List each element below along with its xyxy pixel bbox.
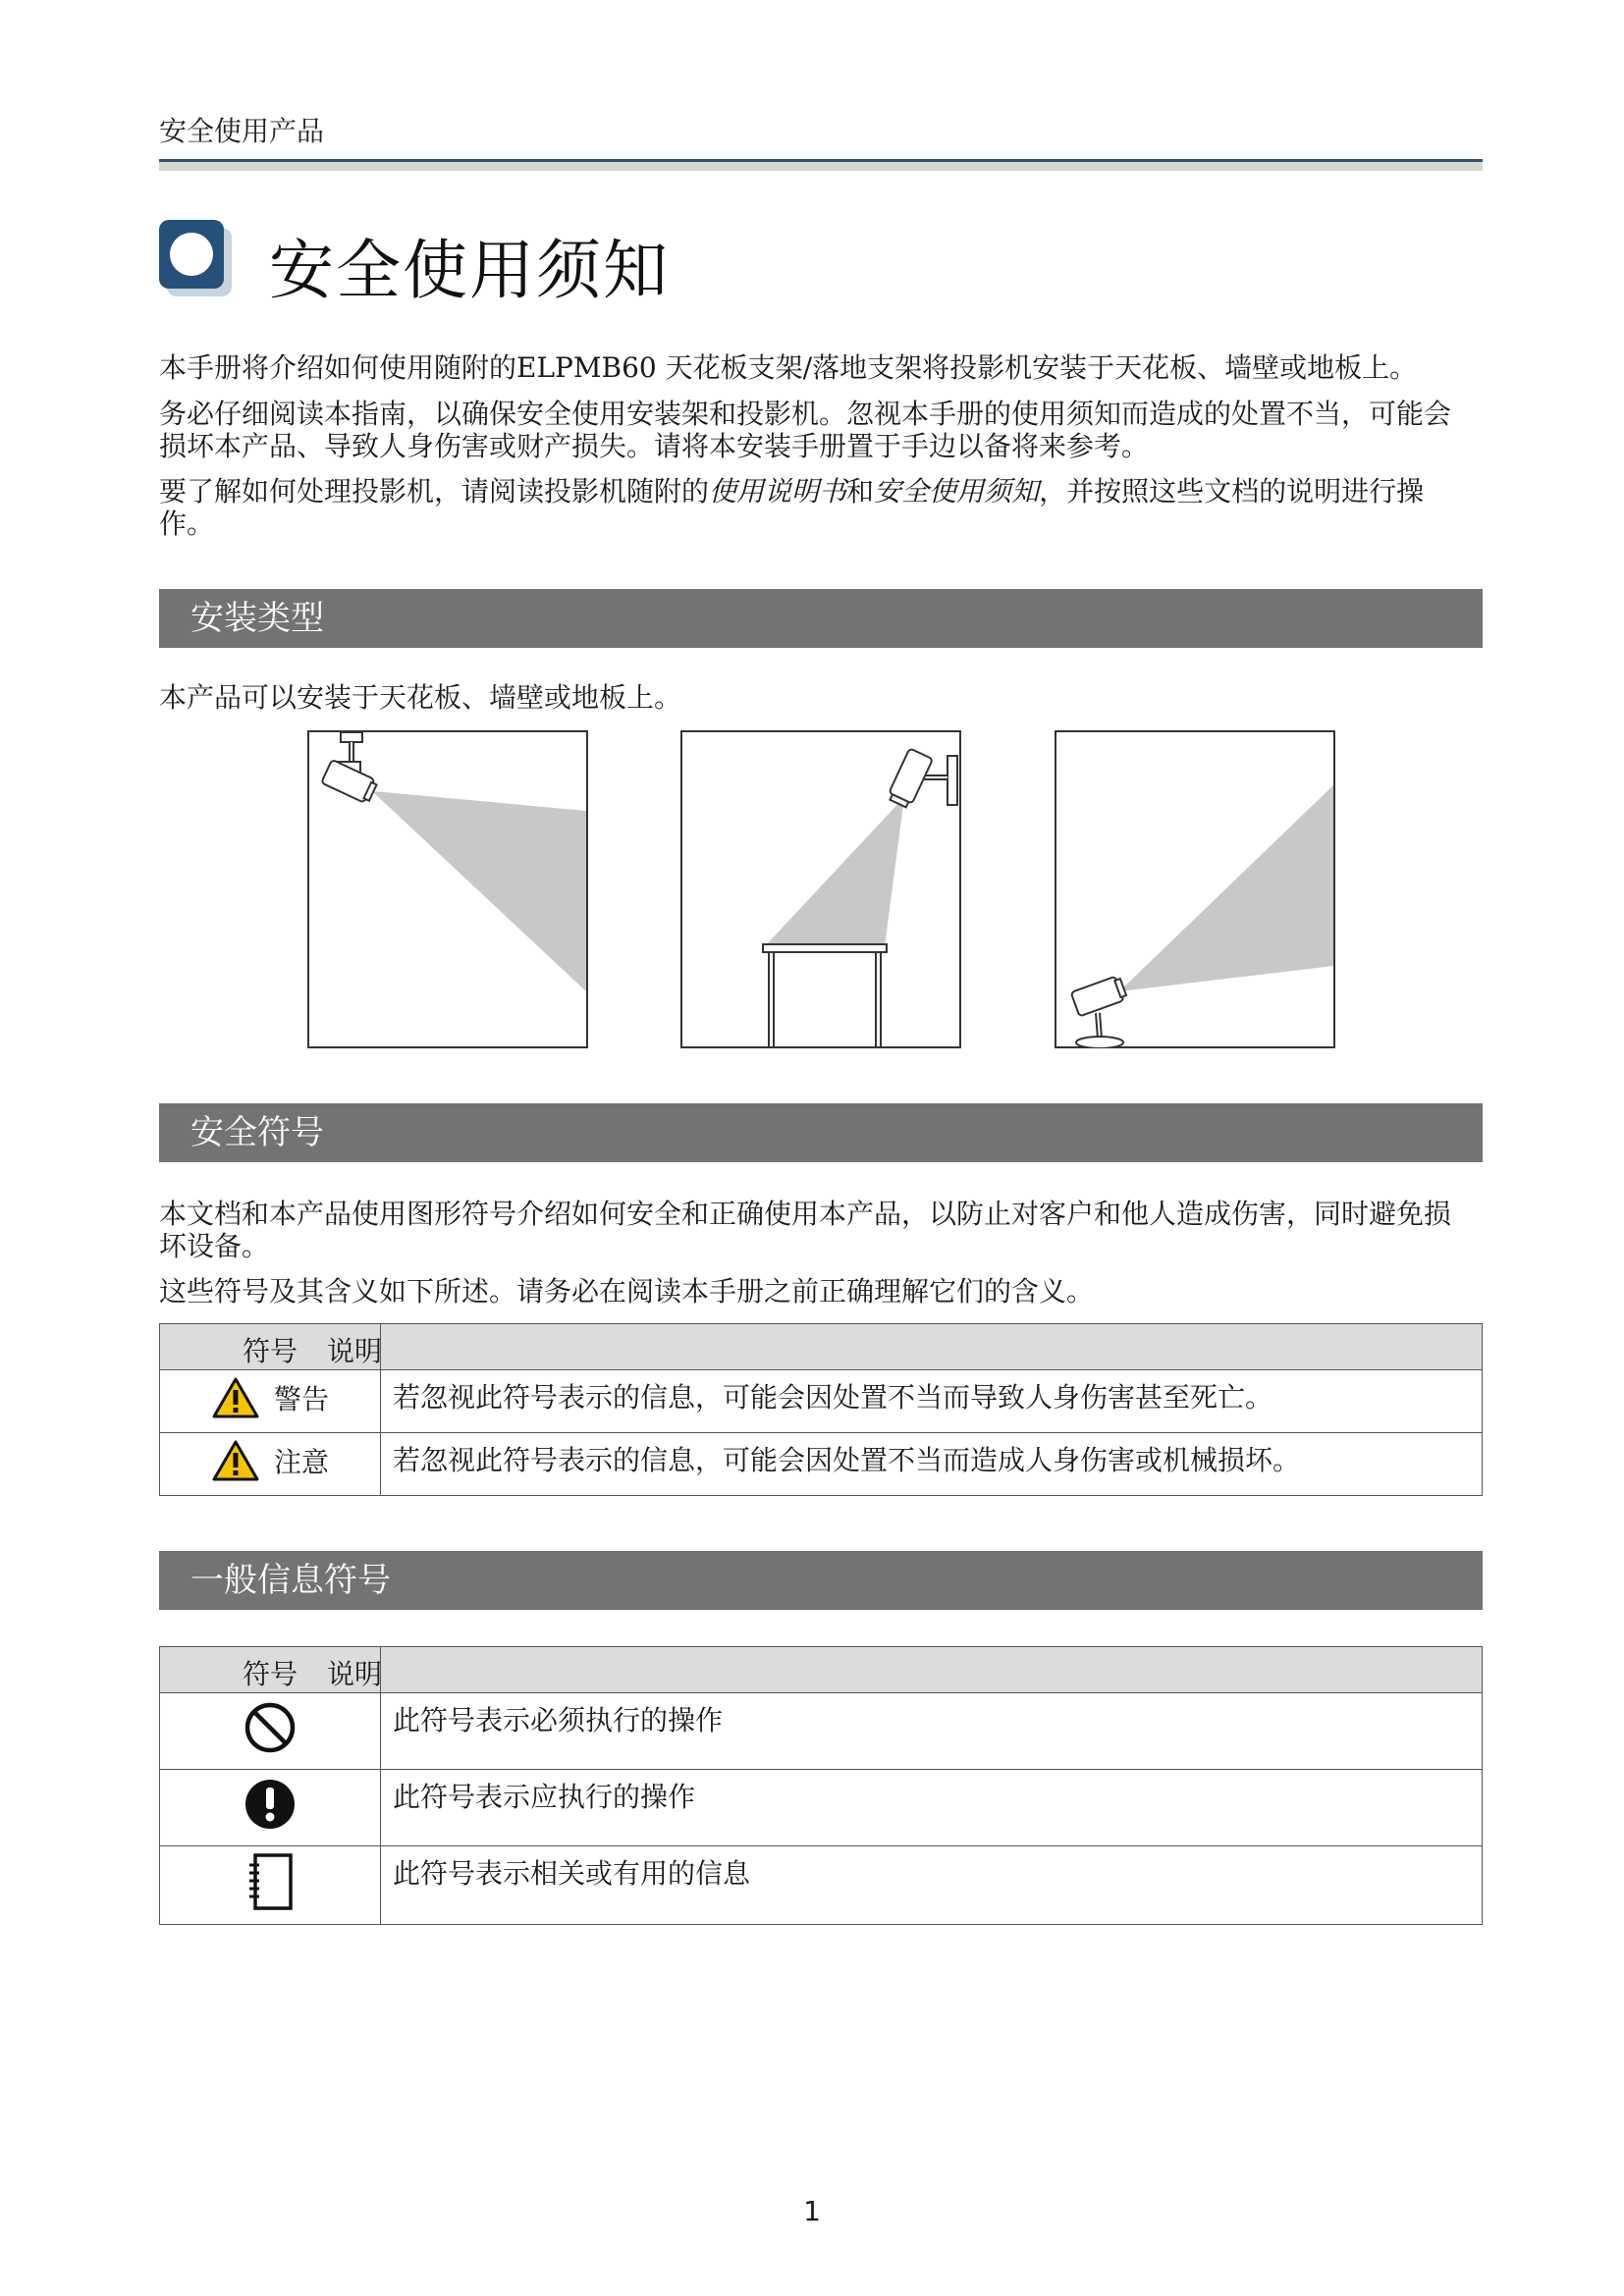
section-heading-general-symbols: 一般信息符号 [159,1551,1483,1610]
table-row [160,1433,1483,1496]
intro-paragraph-1: 本手册将介绍如何使用随附的ELPMB60 天花板支架/落地支架将投影机安装于天花板、墙壁或地板上。 [159,351,1418,384]
symbol-description: 若忽视此符号表示的信息，可能会因处置不当而导致人身伤害甚至死亡。 [381,1370,1483,1433]
page-title: 安全使用须知 [269,233,670,308]
install-types-text: 本产品可以安装于天花板、墙壁或地板上。 [159,681,682,714]
ceiling-mount-figure [307,730,588,1048]
section-heading-safety-symbols: 安全符号 [159,1103,1483,1162]
doc-ref-safety-instructions: 安全使用须知 [874,475,1040,507]
general-symbols-table [159,1646,1483,1925]
wall-mount-figure [680,730,961,1048]
table-row [160,1693,1483,1770]
safety-symbols-text-2: 这些符号及其含义如下所述。请务必在阅读本手册之前正确理解它们的含义。 [159,1275,1095,1308]
warning-triangle-icon [211,1376,260,1419]
section-heading-install-types: 安装类型 [159,589,1483,648]
table-header-row [160,1647,1483,1693]
safety-symbols-table [159,1323,1483,1496]
table-header-row [160,1324,1483,1370]
mandatory-exclamation-icon [244,1778,297,1831]
symbol-label-warning: 警告 [273,1383,329,1415]
header-rule [159,159,1483,171]
prohibited-icon [244,1701,297,1754]
warning-triangle-icon [211,1439,260,1482]
symbol-description: 若忽视此符号表示的信息，可能会因处置不当而造成人身伤害或机械损坏。 [381,1433,1483,1496]
symbol-label-caution: 注意 [273,1446,329,1478]
table-row [160,1370,1483,1433]
safety-symbols-text-1: 本文档和本产品使用图形符号介绍如何安全和正确使用本产品，以防止对客户和他人造成伤害，同时避免损坏设备。 [159,1198,1452,1262]
intro-paragraph-3: 要了解如何处理投影机，请阅读投影机随附的使用说明书和安全使用须知，并按照这些文档的说明进行操作。 [159,475,1425,540]
page-number: 1 [803,2195,821,2227]
notebook-icon [244,1851,297,1912]
symbol-description: 此符号表示应执行的操作 [381,1770,1483,1846]
section-marker-icon [159,220,232,296]
header-description: 说明 [327,1335,383,1367]
table-row [160,1846,1483,1925]
header-description: 说明 [327,1658,383,1690]
header-symbol: 符号 [243,1335,298,1367]
intro-paragraph-2: 务必仔细阅读本指南，以确保安全使用安装架和投影机。忽视本手册的使用须知而造成的处置不当，可能会损坏本产品、导致人身伤害或财产损失。请将本安装手册置于手边以备将来参考。 [159,398,1452,462]
table-row [160,1770,1483,1846]
symbol-description: 此符号表示相关或有用的信息 [381,1846,1483,1925]
floor-mount-figure [1055,730,1335,1048]
header-symbol: 符号 [243,1658,298,1690]
running-header: 安全使用产品 [159,115,325,147]
doc-ref-user-guide: 使用说明书 [709,475,847,507]
symbol-description: 此符号表示必须执行的操作 [381,1693,1483,1770]
